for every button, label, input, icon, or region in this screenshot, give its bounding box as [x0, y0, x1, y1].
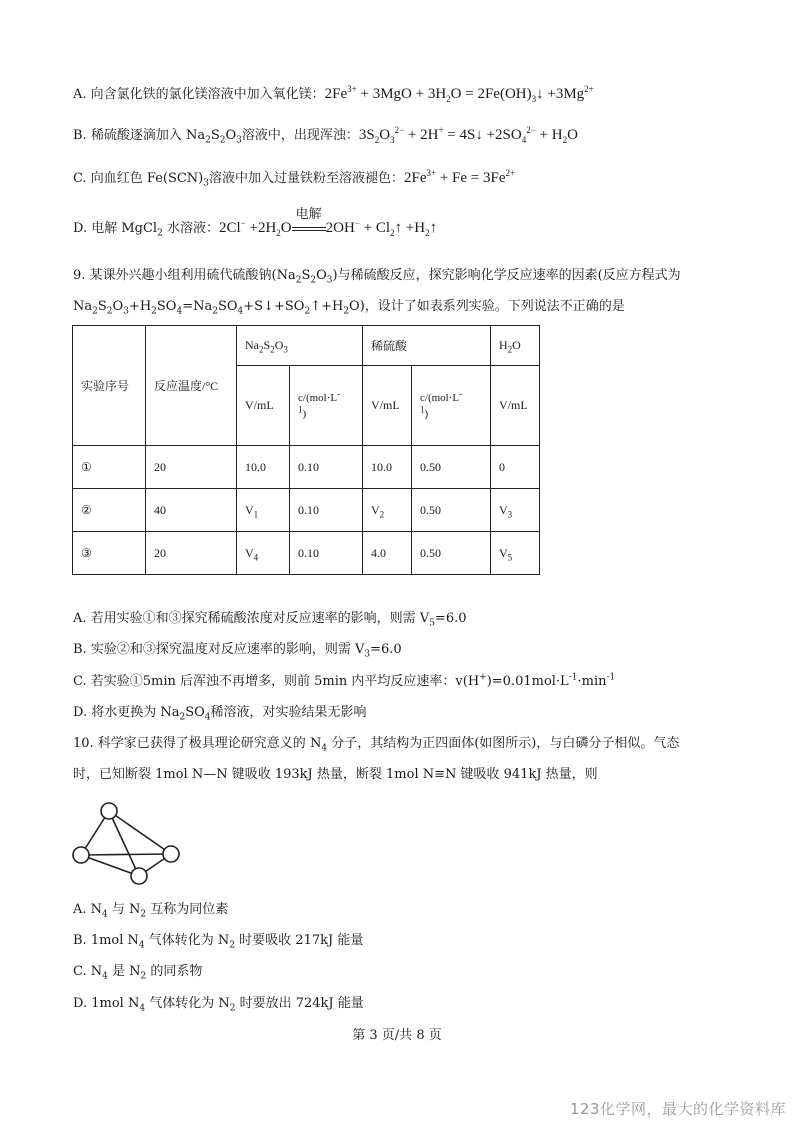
header-acid: 稀硫酸: [363, 326, 491, 366]
q10-stem-line1: 10. 科学家已获得了极具理论研究意义的 $N_4$ 分子，其结构为正四面体(如图所示)，与白磷分子相似。气态: [73, 736, 680, 754]
sub-vol-3: V/mL: [491, 366, 540, 446]
bond: [81, 854, 171, 855]
header-na2s2o3: $Na_2S_2O_3$: [237, 326, 363, 366]
q8-option-a: A. 向含氯化铁的氯化镁溶液中加入氧化镁：$2Fe^{3+} + 3MgO + 3H_2O$ = $2Fe(OH)_3↓ +3Mg^{2+}$: [73, 84, 594, 104]
q9-option-d: D. 将水更换为 $Na_2SO_4$稀溶液，对实验结果无影响: [73, 705, 367, 723]
sub-vol-2: V/mL: [363, 366, 412, 446]
table-row: ② 40 $V_1$ 0.10 $V_2$ 0.50 $V_3$: [73, 489, 540, 532]
watermark: 123化学网，最大的化学资料库: [569, 1100, 786, 1118]
q10-option-c: C. $N_4$ 是 $N_2$ 的同系物: [73, 964, 203, 982]
header-water: $H_2O$: [491, 326, 540, 366]
q10-stem-line2: 时，已知断裂 1mol N—N 键吸收 193kJ 热量，断裂 1mol N≡N 键吸收 941kJ 热量，则: [73, 767, 598, 782]
experiment-table: [72, 325, 540, 575]
sub-vol-1: V/mL: [237, 366, 290, 446]
q10-option-d: D. 1mol $N_4$ 气体转化为 $N_2$ 时要放出 724kJ 能量: [73, 996, 364, 1014]
table-row: ③ 20 $V_4$ 0.10 4.0 0.50 $V_5$: [73, 532, 540, 575]
q8-option-d: D. 电解 MgCl$_2$ 水溶液：$2Cl^- +2H_2O$ 电解 $2OH^- + Cl_2↑$ $+H_2↑$: [73, 206, 438, 239]
sub-conc-2: c/(mol·L- $^1$): [412, 366, 491, 446]
n4-tetrahedron-diagram: [72, 800, 192, 890]
q10-option-a: A. $N_4$ 与 $N_2$ 互称为同位素: [73, 902, 229, 920]
header-temp: 反应温度/°C: [146, 326, 237, 446]
q9-option-a: A. 若用实验①和③探究稀硫酸浓度对反应速率的影响，则需 $V_5=6.0$: [73, 611, 467, 629]
page-number: 第 3 页/共 8 页: [352, 1028, 442, 1043]
q9-option-c: C. 若实验①5min 后浑浊不再增多，则前 5min 内平均反应速率：$v(H^+)=0.01mol\cdot L^{-1}\cdot\min^{-1}$: [73, 672, 616, 689]
q9-option-b: B. 实验②和③探究温度对反应速率的影响，则需 $V_3=6.0$: [73, 642, 402, 660]
atom: [131, 868, 147, 884]
atom: [73, 847, 89, 863]
q9-stem-line2: $Na_2S_2O_3+H_2SO_4=Na_2SO_4+S↓+SO_2↑+H_2O$)，设计了如表系列实验。下列说法不正确的是: [73, 299, 625, 317]
table-row: ① 20 10.0 0.10 10.0 0.50 0: [73, 446, 540, 489]
atom: [101, 803, 117, 819]
header-seq: 实验序号: [73, 326, 146, 446]
q8-option-c: C. 向血红色 $Fe(SCN)_3$溶液中加入过量铁粉至溶液褪色：$2Fe^{3+} + Fe = 3Fe^{2+}$: [73, 168, 516, 189]
q8-option-b: B. 稀硫酸逐滴加入 $Na_2S_2O_3$溶液中，出现浑浊：$3S_2O_3^{2-} + 2H^+$ = 4S↓ $+2SO_4^{2-} + H_2O$: [73, 125, 578, 146]
sub-conc-1: c/(mol·L- $^1$): [290, 366, 363, 446]
atom: [163, 846, 179, 862]
q9-stem-line1: 9. 某课外兴趣小组利用硫代硫酸钠$(Na_2S_2O_3)$与稀硫酸反应，探究影响化学反应速率的因素(反应方程式为: [73, 268, 681, 286]
q10-option-b: B. 1mol $N_4$ 气体转化为 $N_2$ 时要吸收 217kJ 能量: [73, 933, 364, 951]
